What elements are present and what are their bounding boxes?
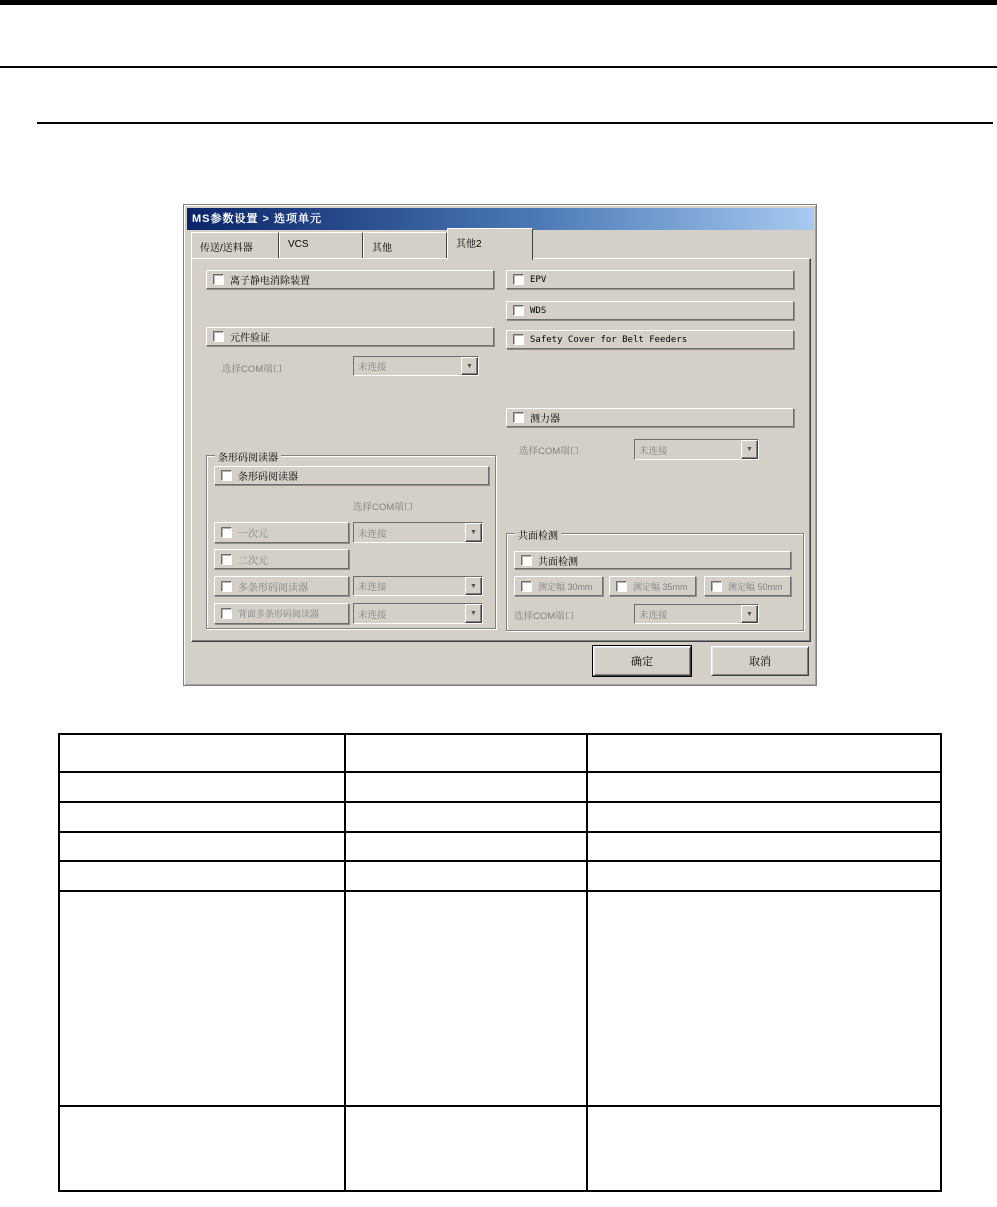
cancel-button[interactable]: 取消 [711, 646, 809, 676]
table-row [60, 833, 940, 862]
barcode-reader-checkbox[interactable] [214, 466, 489, 485]
tab-vcs[interactable]: VCS [279, 232, 363, 258]
tab-transfer-feeder[interactable]: 传送/送料器 [191, 232, 279, 258]
table-cell [588, 735, 940, 771]
barcode-2d-label: 二次元 [238, 555, 268, 567]
table-cell [60, 803, 346, 831]
dropdown-arrow-icon: ▼ [741, 440, 758, 459]
checkbox-icon [513, 305, 524, 316]
tab-other2[interactable]: 其他2 [447, 228, 533, 260]
header-rule [0, 66, 997, 68]
checkbox-icon [221, 470, 232, 481]
table-cell [60, 892, 346, 1105]
checkbox-icon [521, 555, 532, 566]
multi-barcode-reader-checkbox[interactable] [214, 576, 349, 596]
checkbox-icon [521, 581, 532, 592]
table-cell [588, 833, 940, 860]
barcode-group-caption: 条形码阅读器 [215, 449, 281, 464]
measure-width-30mm-label: 测定幅 30mm [538, 581, 593, 592]
force-gauge-checkbox[interactable] [506, 408, 794, 427]
checkbox-icon [513, 334, 524, 345]
table-cell [588, 803, 940, 831]
table-cell [588, 1107, 940, 1190]
barcode-reader-label: 条形码阅读器 [238, 472, 298, 483]
measure-width-30mm-checkbox[interactable] [514, 576, 603, 596]
table-cell [346, 803, 588, 831]
back-multi-barcode-reader-label: 背面多条形码阅读器 [238, 609, 320, 619]
coplanarity-group-caption: 共面检测 [515, 527, 561, 542]
barcode-1d-com-port-select[interactable] [353, 522, 483, 543]
checkbox-icon [513, 274, 524, 285]
wds-checkbox[interactable] [506, 301, 794, 320]
checkbox-icon [221, 608, 232, 619]
com-port-value: 未连接 [358, 582, 387, 593]
table-cell [346, 1107, 588, 1190]
coplanarity-com-port-select[interactable] [634, 604, 759, 624]
com-port-value: 未连接 [358, 609, 387, 621]
dropdown-arrow-icon: ▼ [465, 604, 482, 623]
table-cell [588, 862, 940, 890]
checkbox-icon [221, 581, 232, 592]
dropdown-arrow-icon: ▼ [741, 605, 758, 623]
component-verification-label: 元件验证 [230, 333, 270, 344]
table-row [60, 803, 940, 833]
checkbox-icon [213, 331, 224, 342]
page-top-bar [0, 0, 997, 5]
ionizer-checkbox[interactable] [206, 270, 494, 289]
barcode-1d-label: 一次元 [238, 529, 268, 540]
table-cell [60, 1107, 346, 1190]
barcode-1d-checkbox[interactable] [214, 522, 349, 543]
checkbox-icon [616, 581, 627, 592]
table-cell [60, 735, 346, 771]
ms-parameter-dialog [183, 204, 817, 686]
checkbox-icon [513, 412, 524, 423]
epv-label: EPV [530, 274, 547, 285]
table-row [60, 773, 940, 803]
com-port-value: 未连接 [358, 528, 387, 540]
barcode-2d-checkbox[interactable] [214, 549, 349, 569]
checkbox-icon [221, 527, 232, 538]
ionizer-label: 离子静电消除装置 [230, 276, 310, 287]
back-multi-barcode-reader-checkbox[interactable] [214, 603, 349, 624]
table-row [60, 735, 940, 773]
table-cell [588, 892, 940, 1105]
document-table [58, 733, 942, 1192]
sub-header-rule [37, 122, 993, 124]
measure-width-35mm-label: 测定幅 35mm [633, 581, 688, 592]
com-port-label: 选择COM端口 [519, 446, 580, 457]
component-verification-checkbox[interactable] [206, 327, 494, 346]
table-cell [346, 735, 588, 771]
epv-checkbox[interactable] [506, 270, 794, 289]
force-gauge-com-port-select[interactable] [634, 439, 759, 460]
verification-com-port-select[interactable] [353, 356, 479, 376]
dialog-titlebar[interactable]: MS参数设置 > 选项单元 [187, 208, 814, 230]
table-row [60, 862, 940, 892]
com-port-value: 未连接 [639, 610, 668, 621]
wds-label: WDS [530, 305, 547, 316]
tab-other[interactable]: 其他 [363, 232, 447, 258]
table-cell [346, 833, 588, 860]
dropdown-arrow-icon: ▼ [465, 523, 482, 542]
com-port-value: 未连接 [639, 445, 668, 457]
com-port-label: 选择COM端口 [353, 502, 414, 513]
coplanarity-checkbox[interactable] [514, 551, 791, 569]
table-row [60, 892, 940, 1107]
com-port-label: 选择COM端口 [514, 611, 575, 622]
table-cell [346, 862, 588, 890]
force-gauge-label: 测力器 [530, 414, 560, 425]
back-multi-barcode-com-port-select[interactable] [353, 603, 483, 624]
measure-width-50mm-checkbox[interactable] [704, 576, 791, 596]
table-cell [60, 862, 346, 890]
table-cell [588, 773, 940, 801]
coplanarity-label: 共面检测 [538, 556, 578, 568]
checkbox-icon [213, 274, 224, 285]
safety-cover-checkbox[interactable] [506, 330, 794, 349]
dropdown-arrow-icon: ▼ [461, 357, 478, 375]
measure-width-35mm-checkbox[interactable] [609, 576, 696, 596]
multi-barcode-reader-label: 多条形码阅读器 [238, 582, 308, 594]
table-cell [60, 833, 346, 860]
multi-barcode-com-port-select[interactable] [353, 576, 483, 596]
table-cell [346, 892, 588, 1105]
dropdown-arrow-icon: ▼ [465, 577, 482, 595]
ok-button[interactable]: 确定 [593, 646, 691, 676]
com-port-value: 未连接 [358, 362, 387, 373]
safety-cover-label: Safety Cover for Belt Feeders [530, 334, 688, 345]
table-cell [60, 773, 346, 801]
table-cell [346, 773, 588, 801]
com-port-label: 选择COM端口 [222, 364, 283, 375]
measure-width-50mm-label: 测定幅 50mm [728, 581, 783, 592]
checkbox-icon [221, 554, 232, 565]
checkbox-icon [711, 581, 722, 592]
table-row [60, 1107, 940, 1190]
